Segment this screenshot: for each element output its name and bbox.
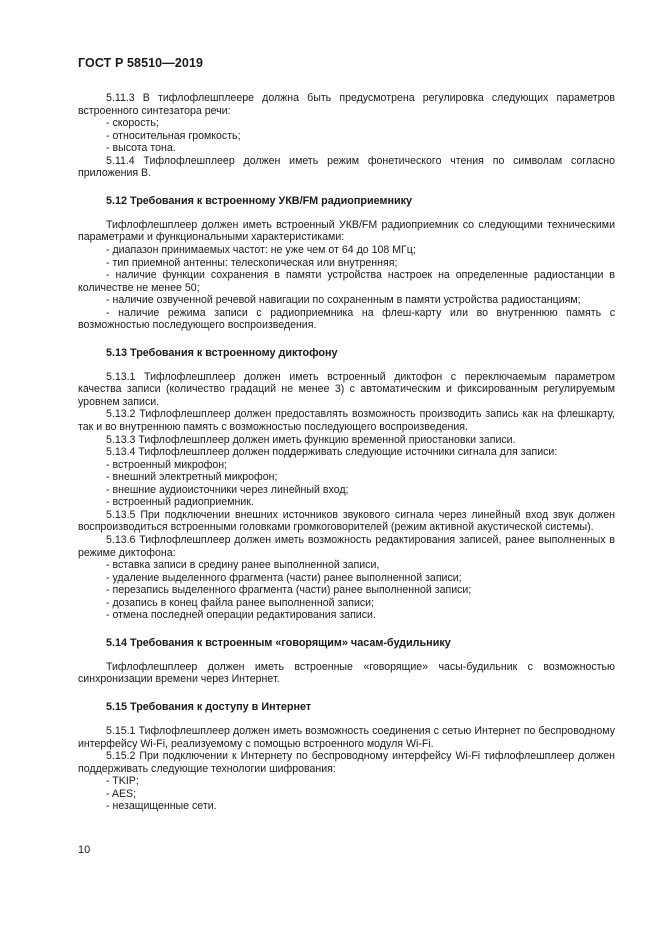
paragraph: 5.13.4 Тифлофлешплеер должен поддерживать следующие источники сигнала для записи: [106,446,558,459]
list-item: - относительная громкость; [106,129,241,142]
paragraph: Тифлофлешплеер должен иметь встроенный УКВ/FM радиоприемник со следующими техническими параметрами и функциональными характеристиками: [78,218,615,244]
list-item: - встроенный радиоприемник. [106,496,254,509]
paragraph: 5.13.1 Тифлофлешплеер должен иметь встроенный диктофон с переключаемым параметром качества записи (количество градаций не менее 3) с автоматическим и фиксированным регулируемым уровнем записи. [78,370,615,408]
paragraph: 5.13.2 Тифлофлешплеер должен предоставлять возможность производить запись как на флешкарту, так и во внутреннюю память с возможностью последующего воспроизведения. [78,408,615,434]
page-number: 10 [78,844,91,856]
paragraph: 5.13.6 Тифлофлешплеер должен иметь возможность редактирования записей, ранее выполненных в режиме диктофона: [78,533,615,559]
list-item: - высота тона. [106,142,176,155]
section-heading: 5.15 Требования к доступу в Интернет [106,701,312,714]
list-item: - вставка записи в средину ранее выполненной записи, [106,559,380,572]
list-item: - дозапись в конец файла ранее выполненной записи; [106,596,375,609]
document-header: ГОСТ Р 58510—2019 [78,56,204,70]
paragraph: Тифлофлешплеер должен иметь встроенные «говорящие» часы-будильник с возможностью синхронизации времени через Интернет. [78,660,615,686]
list-item: - перезапись выделенного фрагмента (части) ранее выполненной записи; [106,584,472,597]
paragraph: 5.15.2 При подключении к Интернету по беспроводному интерфейсу Wi-Fi тифлофлешплеер должен поддерживать следующие технологии шифрования: [78,750,615,775]
list-item: - удаление выделенного фрагмента (части) ранее выполненной записи; [106,571,462,584]
list-item: - скорость; [106,117,159,130]
list-item: - встроенный микрофон; [106,458,228,471]
list-item: - отмена последней операции редактирования записи. [106,609,376,622]
list-item: - наличие озвученной речевой навигации по сохраненным в памяти устройства радиостанциям; [106,294,581,307]
list-item: - внешний электретный микрофон; [106,471,278,484]
list-item: - диапазон принимаемых частот: не уже чем от 64 до 108 МГц; [106,243,416,256]
paragraph: 5.11.3 В тифлофлешплеере должна быть предусмотрена регулировка следующих параметров встроенного синтезатора речи: [78,92,615,117]
list-item: - внешние аудиоисточники через линейный вход; [106,483,349,496]
paragraph: 5.13.3 Тифлофлешплеер должен иметь функцию временной приостановки записи. [106,433,516,446]
list-item: - TKIP; [106,775,139,788]
list-item: - тип приемной антенны: телескопическая или внутренняя; [106,256,398,269]
section-heading: 5.12 Требования к встроенному УКВ/FM радиоприемнику [106,195,413,208]
document-body [78,92,615,813]
paragraph: 5.11.4 Тифлофлешплеер должен иметь режим фонетического чтения по символам согласно приложения В. [78,154,615,180]
section-heading: 5.13 Требования к встроенному диктофону [106,347,338,360]
section-heading: 5.14 Требования к встроенным «говорящим» часам-будильнику [106,637,451,650]
list-item: - незащищенные сети. [106,800,217,813]
list-item: - наличие режима записи с радиоприемника на флеш-карту или во внутреннюю память с возможностью последующего воспроизведения. [78,306,615,332]
list-item: - AES; [106,787,137,800]
list-item: - наличие функции сохранения в памяти устройства настроек на определенные радиостанции в количестве не менее 50; [78,269,615,294]
paragraph: 5.15.1 Тифлофлешплеер должен иметь возможность соединения с сетью Интернет по беспроводному интерфейсу Wi-Fi, реализуемому с помощью встроенного модуля Wi-Fi. [78,724,615,750]
paragraph: 5.13.5 При подключении внешних источников звукового сигнала через линейный вход звук должен воспроизводиться встроенными головками громкоговорителей (режим активной акустической системы). [78,508,615,534]
